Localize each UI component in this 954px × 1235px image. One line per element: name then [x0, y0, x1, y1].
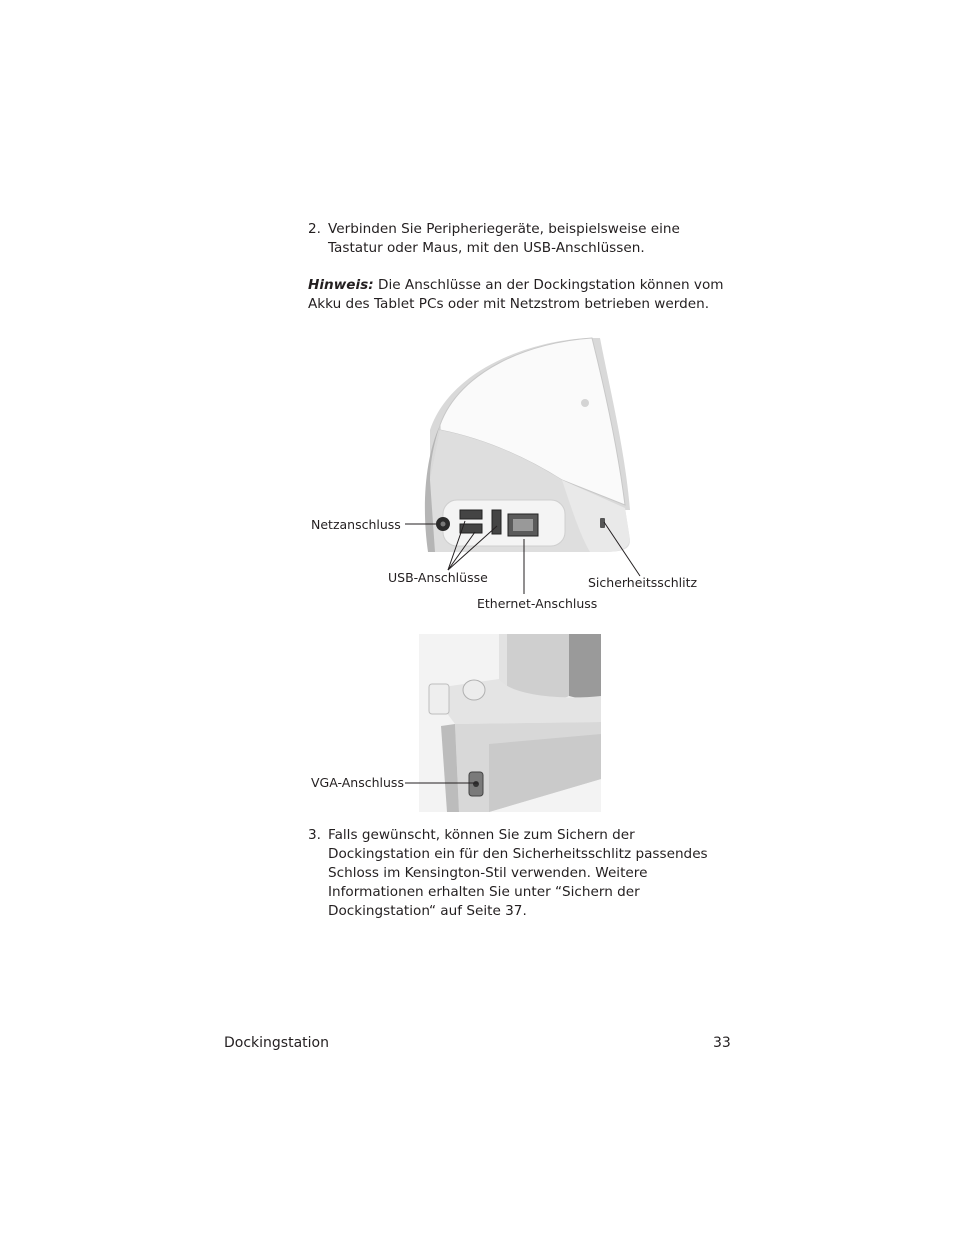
label-vga-port: VGA-Anschluss [311, 775, 404, 790]
label-security-slot: Sicherheitsschlitz [588, 575, 698, 590]
footer-page-number: 33 [713, 1035, 731, 1051]
step-2-text: Verbinden Sie Peripheriegeräte, beispielsweise eine Tastatur oder Maus, mit den USB-Anschlüssen. [328, 221, 680, 256]
step-3-text: Falls gewünscht, können Sie zum Sichern der Dockingstation ein für den Sicherheitsschlitz passendes Schloss im Kensington-Stil verwenden. Weitere Informationen erhalten Sie unter “Sichern der Dockingstation“ auf Seite 37. [328, 827, 708, 919]
step-3 [308, 826, 738, 921]
note-text: Die Anschlüsse an der Dockingstation können vom Akku des Tablet PCs oder mit Netzstrom betrieben werden. [308, 277, 724, 312]
label-power-port: Netzanschluss [311, 517, 401, 532]
footer-section-title: Dockingstation [224, 1035, 329, 1051]
label-ethernet-port: Ethernet-Anschluss [477, 596, 598, 611]
note-label: Hinweis: [308, 277, 374, 293]
label-usb-ports: USB-Anschlüsse [388, 570, 488, 585]
step-3-number: 3. [308, 827, 321, 843]
step-2-number: 2. [308, 221, 321, 237]
